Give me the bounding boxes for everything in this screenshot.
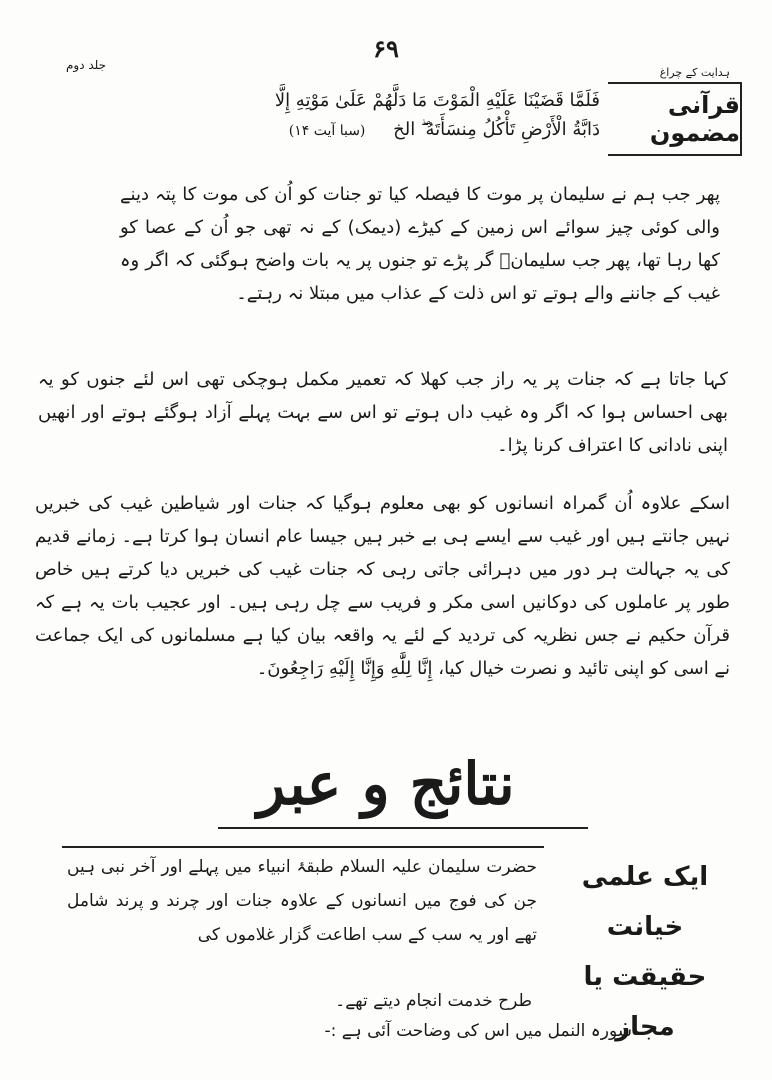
series-label: ہدایت کے چراغ [659, 66, 730, 79]
quran-verse-text: دَابَّةُ الْأَرْضِ تَأْكُلُ مِنسَأَتَهُ ۖ الخ [393, 119, 600, 140]
subsection-note: سورہ النمل میں اس کی وضاحت آئی ہے :- [324, 1021, 632, 1041]
commentary-paragraph-1: کہا جاتا ہے کہ جنات پر یہ راز جب کھلا کہ تعمیر مکمل ہوچکی تھی اس لئے جنوں کو یہ بھی احساس ہوا کہ اگر وہ غیب داں ہوتے تو اس سے بہت پہلے آزاد ہوگئے ہوتے اور انھیں اپنی نادانی کا اعتراف کرنا پڑا۔ [38, 369, 728, 456]
page-number: ۶۹ [373, 34, 399, 63]
section-title: قرآنی مضمون [649, 91, 740, 147]
translation-paragraph: پھر جب ہم نے سلیمان پر موت کا فیصلہ کیا تو جنات کو اُن کی موت کا پتہ دینے والی کوئی چیز سوائے اس زمین کے کیڑے (دیمک) کے نہ تھی جو اُن کے عصا کو کھا رہا تھا، پھر جب سلیمانؑ گر پڑے تو جنوں پر یہ بات واضح ہوگئی کہ اگر وہ غیب کے جاننے والے ہوتے تو اس ذلت کے عذاب میں مبتلا نہ رہتے۔ [120, 184, 720, 304]
heading-underline [218, 827, 588, 829]
verse-reference: (سبا آیت ۱۴) [288, 123, 366, 139]
quran-verse-line-2 [180, 117, 600, 144]
volume-label: جلد دوم [66, 58, 107, 72]
nataij-heading: نتائج و عبر [257, 750, 515, 818]
quran-verse-line-1: فَلَمَّا قَضَيْنَا عَلَيْهِ الْمَوْتَ مَا دَلَّهُمْ عَلَىٰ مَوْتِهِ إِلَّا [274, 90, 600, 111]
subsection-border [62, 846, 544, 848]
subsection-title-line-1: ایک علمی خیانت [581, 862, 709, 942]
section-title-box [608, 82, 742, 156]
commentary-paragraph-2: اسکے علاوہ اُن گمراہ انسانوں کو بھی معلوم ہوگیا کہ جنات اور شیاطین غیب کی خبریں نہیں جانتے ہیں اور غیب سے ایسے ہی بے خبر ہیں جیسا عام انسان ہوا کرتا ہے۔ زمانے قدیم کی یہ جہالت ہر دور میں دہرائی جاتی رہی کہ جنات غیب کی خبریں دیا کرتے ہیں خاص طور پر عاملوں کی دوکانیں اسی مکر و فریب سے چل رہی ہیں۔ اور عجیب بات یہ ہے کہ قرآن حکیم نے جس نظریہ کی تردید کے لئے یہ واقعہ بیان کیا ہے مسلمانوں کی ایک جماعت نے اسی کو اپنی تائید و نصرت خیال کیا، إِنَّا لِلَّٰهِ وَإِنَّا إِلَيْهِ رَاجِعُونَ۔ [35, 493, 730, 679]
subsection-title-line-2: حقیقت یا مجاز [583, 962, 707, 1042]
subsection-body: حضرت سلیمان علیہ السلام طبقۂ انبیاء میں پہلے اور آخر نبی ہیں جن کی فوج میں انسانوں کے علاوہ جنات اور چرند و پرند شامل تھے اور یہ سب کے سب اطاعت گزار غلاموں کی [67, 857, 537, 945]
subsection-body-tail: طرح خدمت انجام دیتے تھے۔ [335, 991, 532, 1011]
